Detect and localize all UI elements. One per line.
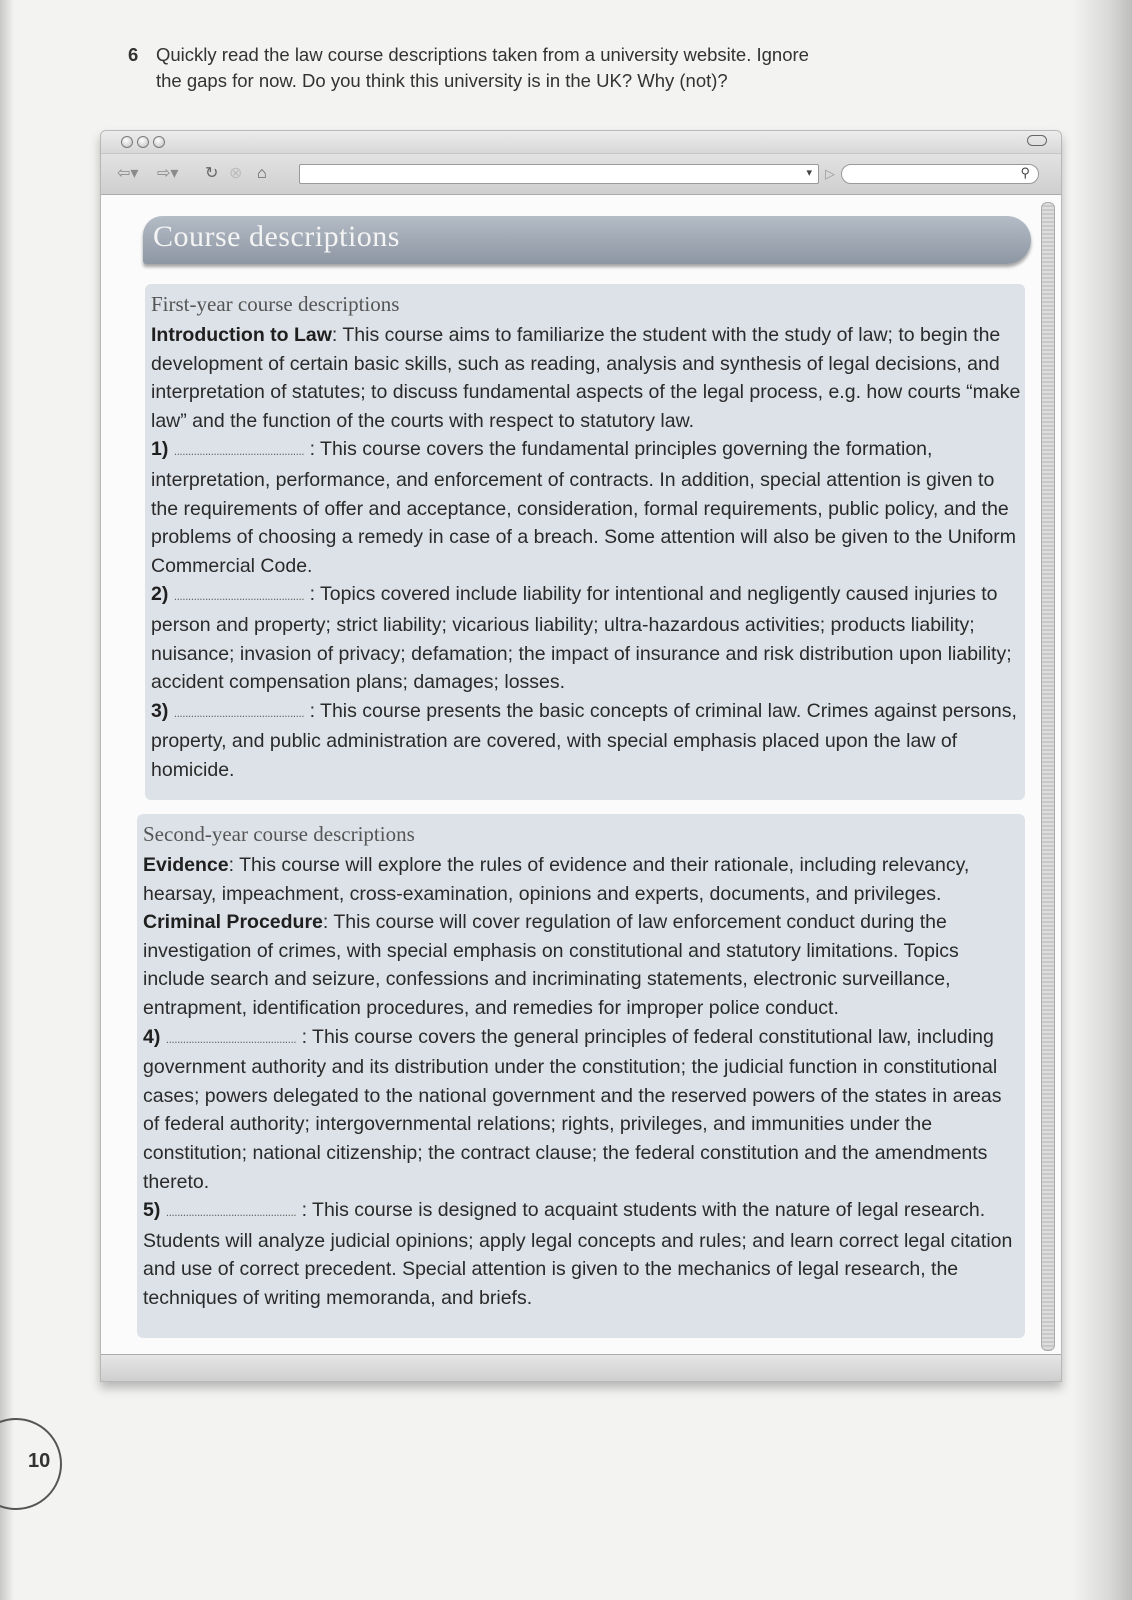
search-field[interactable] (841, 164, 1039, 184)
gap-number: 5) (143, 1199, 161, 1222)
course-entry (151, 435, 1021, 580)
gap-number: 3) (151, 699, 169, 722)
first-year-section (145, 284, 1025, 800)
search-icon[interactable]: ⚲ (1020, 165, 1030, 180)
web-page-content (101, 194, 1061, 1381)
gap-dots: .............................................. (173, 444, 305, 459)
course-title: Evidence (143, 854, 229, 876)
binding-shadow-left (0, 0, 14, 1600)
course-entry (151, 321, 1021, 435)
course-description: : This course is designed to acquaint students with the nature of legal research. Students will analyze judicial opinions; apply legal concepts and rules; and learn correct legal citation and use of correct precedent. Special attention is given to the mechanics of legal research, the techniques of writing memoranda, and briefs. (143, 1199, 1013, 1309)
home-icon[interactable]: ⌂ (257, 165, 267, 182)
exercise-line-2: the gaps for now. Do you think this university is in the UK? Why (not)? (156, 70, 728, 91)
status-bar (101, 1354, 1061, 1381)
gap-dots: .............................................. (165, 1205, 297, 1220)
gap-number: 1) (151, 438, 169, 461)
exercise-instruction (128, 42, 928, 94)
course-entry (151, 697, 1021, 785)
gap-number: 2) (151, 583, 169, 606)
close-window-button[interactable] (121, 136, 133, 148)
course-title: Criminal Procedure (143, 911, 323, 934)
reload-icon[interactable]: ↻ (205, 165, 219, 182)
second-year-section (137, 814, 1025, 1338)
course-entry (143, 908, 1021, 1022)
gap-dots: .............................................. (173, 589, 305, 604)
gap-number: 4) (143, 1025, 161, 1048)
course-entry (143, 1023, 1021, 1197)
address-dropdown-icon[interactable]: ▾ (806, 167, 812, 179)
course-entry (151, 580, 1021, 696)
course-entry (143, 1196, 1021, 1312)
vertical-scrollbar[interactable] (1041, 202, 1055, 1351)
first-year-heading: First-year course descriptions (151, 292, 400, 316)
toolbar-toggle-button[interactable] (1027, 135, 1047, 146)
stop-icon[interactable]: ⊗ (229, 165, 243, 182)
minimize-window-button[interactable] (137, 136, 149, 148)
course-description: : This course aims to familiarize the student with the study of law; to begin the development of certain basic skills, such as reading, analysis and synthesis of legal decisions, and interpretation of statutes; to discuss fundamental aspects of the legal process, e.g. how courts “make law” and the function of the courts with respect to statutory law. (151, 324, 1021, 432)
course-description: : This course covers the general principles of federal constitutional law, including government authority and its distribution under the constitution; the judicial function in constitutional cases; powers delegated to the national government and the reserved powers of the states in areas of federal authority; intergovernmental relations; rights, privileges, and immunities under the constitution; national citizenship; the contract clause; the federal constitution and the amendments thereto. (143, 1025, 1002, 1193)
course-description: : This course will explore the rules of evidence and their rationale, including relevancy, hearsay, impeachment, cross-examination, opinions and experts, documents, and privileges. (143, 854, 970, 905)
course-description: : This course presents the basic concepts of criminal law. Crimes against persons, property, and public administration are covered, with special emphasis placed upon the law of homicide. (151, 699, 1017, 781)
exercise-number: 6 (128, 44, 139, 65)
page-number: 10 (28, 1450, 51, 1472)
second-year-heading: Second-year course descriptions (143, 822, 415, 846)
exercise-line-1: Quickly read the law course descriptions taken from a university website. Ignore (156, 44, 809, 65)
back-arrow-icon[interactable]: ⇦▾ (117, 165, 139, 182)
gap-dots: .............................................. (173, 705, 305, 720)
forward-arrow-icon[interactable]: ⇨▾ (157, 165, 179, 182)
banner-title: Course descriptions (153, 220, 400, 253)
go-icon[interactable]: ▷ (825, 166, 835, 181)
zoom-window-button[interactable] (153, 136, 165, 148)
window-controls (121, 136, 165, 148)
browser-titlebar (101, 131, 1061, 154)
address-bar[interactable] (299, 164, 819, 184)
binding-shadow-right (1072, 0, 1132, 1600)
course-title: Introduction to Law (151, 324, 332, 346)
course-entry (143, 851, 1021, 908)
course-description: : This course covers the fundamental principles governing the formation, interpretation, performance, and enforcement of contracts. In addition, special attention is given to the requirements of offer and acceptance, consideration, formal requirements, public policy, and the problems of choosing a remedy in case of a breach. Some attention will also be given to the Uniform Commercial Code. (151, 438, 1016, 577)
course-description: : Topics covered include liability for intentional and negligently caused injuries to person and property; strict liability; vicarious liability; ultra-hazardous activities; products liability; nuisance; invasion of privacy; defamation; the impact of insurance and risk distribution upon liability; accident compensation plans; damages; losses. (151, 583, 1012, 694)
course-description: : This course will cover regulation of law enforcement conduct during the investigation of crimes, with special emphasis on constitutional and statutory limitations. Topics include search and seizure, confessions and incriminating statements, electronic surveillance, entrapment, identification procedures, and remedies for improper police conduct. (143, 911, 959, 1019)
gap-dots: .............................................. (165, 1031, 297, 1046)
browser-window (100, 130, 1062, 1382)
browser-toolbar (101, 154, 1061, 195)
